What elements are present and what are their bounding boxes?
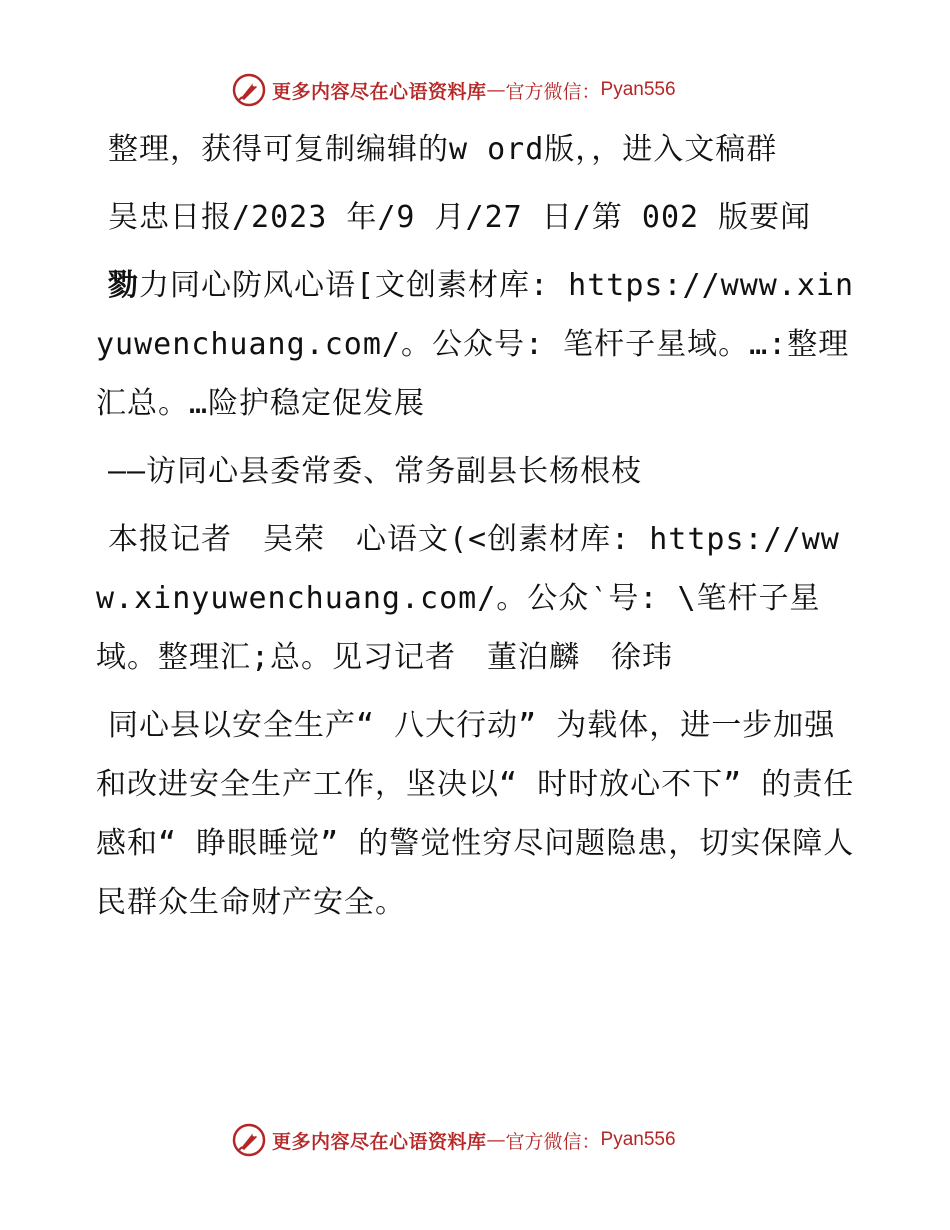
subheadline: ——访同心县委常委、常务副县长杨根枝 — [108, 454, 643, 489]
headline — [96, 256, 856, 433]
watermark-brand: 更多内容尽在心语资料库 — [272, 1130, 487, 1153]
watermark-handle: Pyan556 — [600, 1129, 676, 1150]
watermark-separator: — — [486, 79, 506, 101]
body-paragraph: 同心县以安全生产“ 八大行动” 为载体，进一步加强和改进安全生产工作，坚决以“ 时时放心不下” 的责任感和“ 睁眼睡觉” 的警觉性穷尽问题隐患，切实保障人民群众生命财产安全。 — [96, 708, 855, 920]
headline-first-char: 勠 — [108, 268, 139, 303]
byline: 本报记者 吴荣 心语文(<创素材库: https://www.xinyuwenchuang.com/。公众‵号: \笔杆子星域。整理汇;总。见习记者 董泊麟 徐玮 — [96, 522, 840, 675]
dateline: 吴忠日报/2023 年/9 月/27 日/第 002 版要闻 — [108, 200, 812, 235]
watermark-wechat-label: 官方微信： — [505, 80, 601, 103]
watermark-banner-top — [232, 72, 676, 108]
watermark-wechat-label: 官方微信： — [505, 1130, 601, 1153]
intro-paragraph: 整理，获得可复制编辑的w ord版，，进入文稿群 — [108, 132, 778, 167]
pen-nib-logo-icon — [232, 73, 266, 107]
pen-nib-logo-icon — [232, 1123, 266, 1157]
watermark-brand: 更多内容尽在心语资料库 — [272, 80, 487, 103]
watermark-handle: Pyan556 — [600, 79, 676, 100]
watermark-separator: — — [486, 1129, 506, 1151]
document-body — [96, 120, 856, 941]
watermark-banner-bottom — [232, 1122, 676, 1158]
headline-text: 力同心防风心语[文创素材库: https://www.xinyuwenchuang.com/。公众号: 笔杆子星域。…:整理汇总。…险护稳定促发展 — [96, 268, 855, 421]
